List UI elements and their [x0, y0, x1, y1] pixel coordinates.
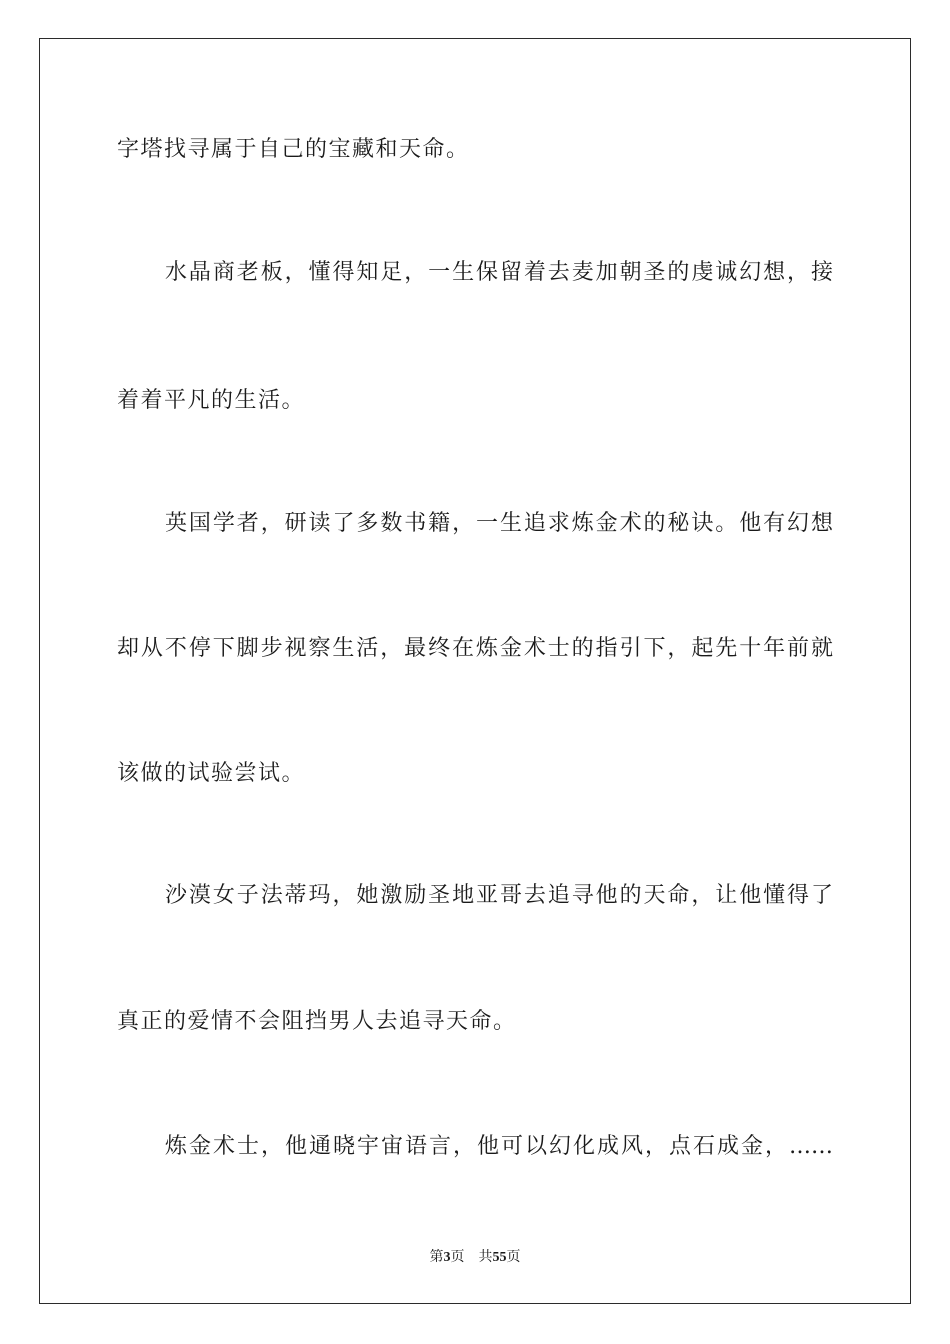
text-line-5: 却从不停下脚步视察生活，最终在炼金术士的指引下，起先十年前就: [117, 636, 833, 661]
text-line-9: 炼金术士，他通晓宇宙语言，他可以幻化成风，点石成金，……: [165, 1134, 833, 1159]
page-current: 3: [443, 1250, 451, 1265]
page-total: 55: [492, 1250, 507, 1265]
total-prefix: 共: [478, 1249, 493, 1265]
total-unit: 页: [506, 1249, 521, 1265]
page-footer: [0, 1248, 950, 1267]
text-line-3: 着着平凡的生活。: [117, 388, 306, 413]
page-prefix: 第: [429, 1249, 444, 1265]
text-line-8: 真正的爱情不会阻挡男人去追寻天命。: [117, 1009, 517, 1034]
text-line-1: 字塔找寻属于自己的宝藏和天命。: [117, 137, 470, 162]
text-line-2: 水晶商老板，懂得知足，一生保留着去麦加朝圣的虔诚幻想，接: [165, 260, 833, 285]
page-unit: 页: [450, 1249, 465, 1265]
text-line-7: 沙漠女子法蒂玛，她激励圣地亚哥去追寻他的天命，让他懂得了: [165, 883, 833, 908]
text-line-6: 该做的试验尝试。: [117, 761, 306, 786]
text-line-4: 英国学者，研读了多数书籍，一生追求炼金术的秘诀。他有幻想: [165, 511, 833, 536]
page-border: [39, 38, 911, 1304]
